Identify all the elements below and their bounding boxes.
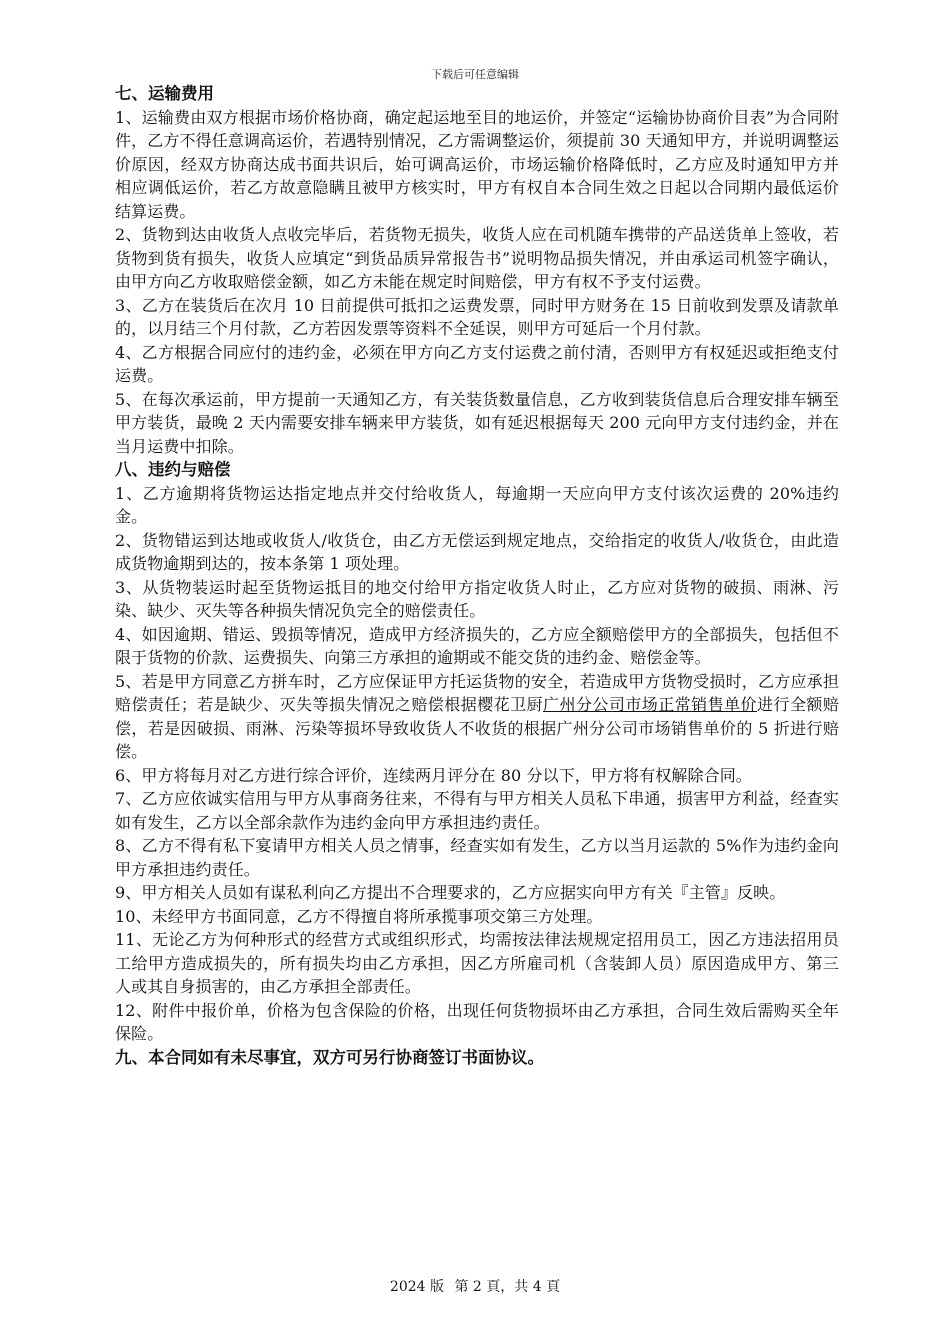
section-9-title: 九、本合同如有未尽事宜，双方可另行协商签订书面协议。 (115, 1047, 544, 1067)
section-7-item-1: 1、运输费由双方根据市场价格协商，确定起运地至目的地运价，并签定“运输协协商价目表”为合同附件，乙方不得任意调高运价，若遇特别情况，乙方需调整运价，须提前 30 天通知甲方，并说明调整运价原因，经双方协商达成书面共识后，始可调高运价，市场运输价格降低时，乙方应及时通知甲方并相应调低运价，若乙方故意隐瞒且被甲方核实时，甲方有权自本合同生效之日起以合同期内最低运价结算运费。 (115, 107, 839, 221)
section-8-item-5-text-after: 进行全额赔偿，若是因破损、雨淋、污染等损坏导致收货人不收货的根据广州分公司市场销售单价的 5 折进行赔偿。 (115, 695, 839, 761)
section-7-item-4: 4、乙方根据合同应付的违约金，必须在甲方向乙方支付运费之前付清，否则甲方有权延迟或拒绝支付运费。 (115, 342, 839, 385)
section-7-title: 七、运输费用 (115, 84, 214, 103)
section-8-item-11: 11、无论乙方为何种形式的经营方式或组织形式，均需按法律法规规定招用员工，因乙方违法招用员工给甲方造成损失的，所有损失均由乙方承担，因乙方所雇司机（含装卸人员）原因造成甲方、第三人或其自身损害的，由乙方承担全部责任。 (115, 930, 839, 996)
footer-edition: 2024 版 (389, 1279, 444, 1295)
section-8-item-5-underlined-text: 广州分公司市场正常销售单价 (543, 695, 758, 714)
section-8-item-12: 12、附件中报价单，价格为包含保险的价格，出现任何货物损坏由乙方承担，合同生效后需购买全年保险。 (115, 1000, 839, 1043)
page-header-note: 下载后可任意编辑 (431, 68, 519, 81)
section-8-item-10: 10、未经甲方书面同意，乙方不得擅自将所承揽事项交第三方处理。 (115, 906, 603, 926)
section-8-item-5 (115, 670, 839, 764)
footer-page-number: 第 2 頁，共 4 頁 (454, 1279, 561, 1295)
section-7-item-2: 2、货物到达由收货人点收完毕后，若货物无损失，收货人应在司机随车携带的产品送货单上签收，若货物到货有损失，收货人应填定“到货品质异常报告书”说明物品损失情况，并由承运司机签字确认，由甲方向乙方收取赔偿金额，如乙方未能在规定时间赔偿，甲方有权不予支付运费。 (115, 225, 839, 291)
section-8-item-6: 6、甲方将每月对乙方进行综合评价，连续两月评分在 80 分以下，甲方将有权解除合同。 (115, 765, 752, 785)
section-7-item-3: 3、乙方在装货后在次月 10 日前提供可抵扣之运费发票，同时甲方财务在 15 日前收到发票及请款单的，以月结三个月付款，乙方若因发票等资料不全延误，则甲方可延后一个月付款。 (115, 295, 839, 338)
section-8-item-2: 2、货物错运到达地或收货人/收货仓，由乙方无偿运到规定地点，交给指定的收货人/收货仓，由此造成货物逾期到达的，按本条第 1 项处理。 (115, 530, 839, 573)
section-8-title: 八、违约与赔偿 (115, 460, 231, 479)
page-footer (0, 1276, 950, 1296)
section-8-item-1: 1、乙方逾期将货物运达指定地点并交付给收货人，每逾期一天应向甲方支付该次运费的 20%违约金。 (115, 483, 839, 526)
section-8-item-8: 8、乙方不得有私下宴请甲方相关人员之情事，经查实如有发生，乙方以当月运款的 5%作为违约金向甲方承担违约责任。 (115, 836, 839, 879)
section-8-item-3: 3、从货物装运时起至货物运抵目的地交付给甲方指定收货人时止，乙方应对货物的破损、雨淋、污染、缺少、灭失等各种损失情况负完全的赔偿责任。 (115, 577, 839, 620)
document-body (115, 82, 839, 1070)
section-8-item-9: 9、甲方相关人员如有谋私利向乙方提出不合理要求的，乙方应据实向甲方有关『主管』反映。 (115, 883, 786, 902)
section-7-item-5: 5、在每次承运前，甲方提前一天通知乙方，有关装货数量信息，乙方收到装货信息后合理安排车辆至甲方装货，最晚 2 天内需要安排车辆来甲方装货，如有延迟根据每天 200 元向甲方支付违约金，并在当月运费中扣除。 (115, 389, 839, 456)
section-8-item-5-text-before: 5、若是甲方同意乙方拼车时，乙方应保证甲方托运货物的安全，若造成甲方货物受损时，乙方应承担赔偿责任；若是缺少、灭失等损失情况之赔偿根据樱花卫厨 (115, 671, 839, 714)
section-8-item-4: 4、如因逾期、错运、毁损等情况，造成甲方经济损失的，乙方应全额赔偿甲方的全部损失，包括但不限于货物的价款、运费损失、向第三方承担的逾期或不能交货的违约金、赔偿金等。 (115, 624, 839, 667)
section-8-item-7: 7、乙方应依诚实信用与甲方从事商务往来，不得有与甲方相关人员私下串通，损害甲方利益，经查实如有发生，乙方以全部余款作为违约金向甲方承担违约责任。 (115, 789, 839, 832)
